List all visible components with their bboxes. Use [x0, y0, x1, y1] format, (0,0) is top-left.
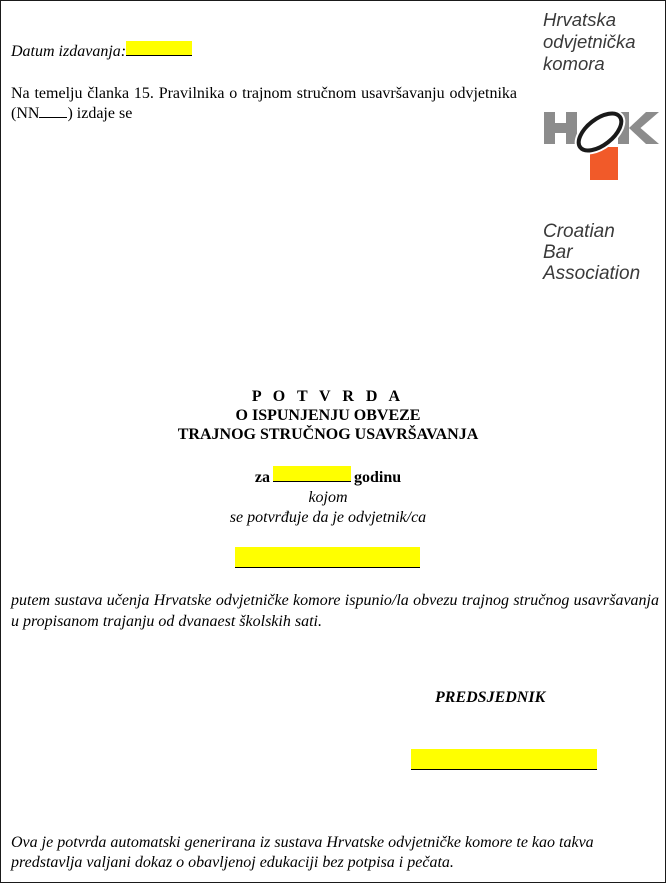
year-suffix: godinu: [353, 469, 402, 486]
gazette-number-blank: [39, 105, 67, 118]
org-name-hr-line1: Hrvatska: [543, 9, 616, 30]
intro-text-part1: Na temelju članka 15. Pravilnika o trajnom stručnom usavršavanju odvjetnika (NN: [11, 85, 517, 122]
signer-title: PREDSJEDNIK: [435, 689, 546, 706]
hok-logo: [542, 104, 660, 187]
organization-name-hr: [543, 9, 636, 75]
body-paragraph: putem sustava učenja Hrvatske odvjetničke komore ispunio/la obvezu trajnog stručnog usavršavanja u propisanom trajanju od dvanaest školskih sati.: [11, 592, 659, 630]
title-line1: P O T V R D A: [251, 388, 405, 405]
signature-blank: [411, 749, 597, 770]
attorney-name-blank: [235, 547, 420, 568]
title-line2: O ISPUNJENJU OBVEZE: [235, 407, 421, 424]
year-prefix: za: [254, 469, 270, 486]
org-name-en-line3: Association: [543, 263, 641, 284]
year-blank: [273, 466, 351, 482]
org-name-en-line2: Bar: [543, 242, 573, 263]
organization-name-en: [543, 221, 640, 284]
intro-text-part2: ) izdaje se: [67, 105, 133, 122]
year-row: [1, 466, 655, 487]
org-name-hr-line2: odvjetnička: [543, 31, 636, 52]
title-line3: TRAJNOG STRUČNOG USAVRŠAVANJA: [177, 426, 479, 443]
issue-date-row: [11, 41, 192, 61]
intro-paragraph: [11, 84, 517, 124]
confirmation-text: [1, 488, 655, 528]
issue-date-label: Datum izdavanja:: [11, 43, 127, 60]
org-name-hr-line3: komora: [543, 53, 605, 74]
org-name-en-line1: Croatian: [543, 221, 615, 242]
certificate-title: [1, 387, 655, 444]
confirmation-line1: kojom: [308, 489, 348, 506]
footer-note: Ova je potvrda automatski generirana iz sustava Hrvatske odvjetničke komore te kao takva predstavlja valjani dokaz o obavljenoj edukaciji bez potpisa i pečata.: [11, 834, 594, 871]
issue-date-blank: [126, 41, 192, 56]
hok-logo-icon: [542, 104, 660, 182]
confirmation-line2: se potvrđuje da je odvjetnik/ca: [229, 509, 427, 526]
